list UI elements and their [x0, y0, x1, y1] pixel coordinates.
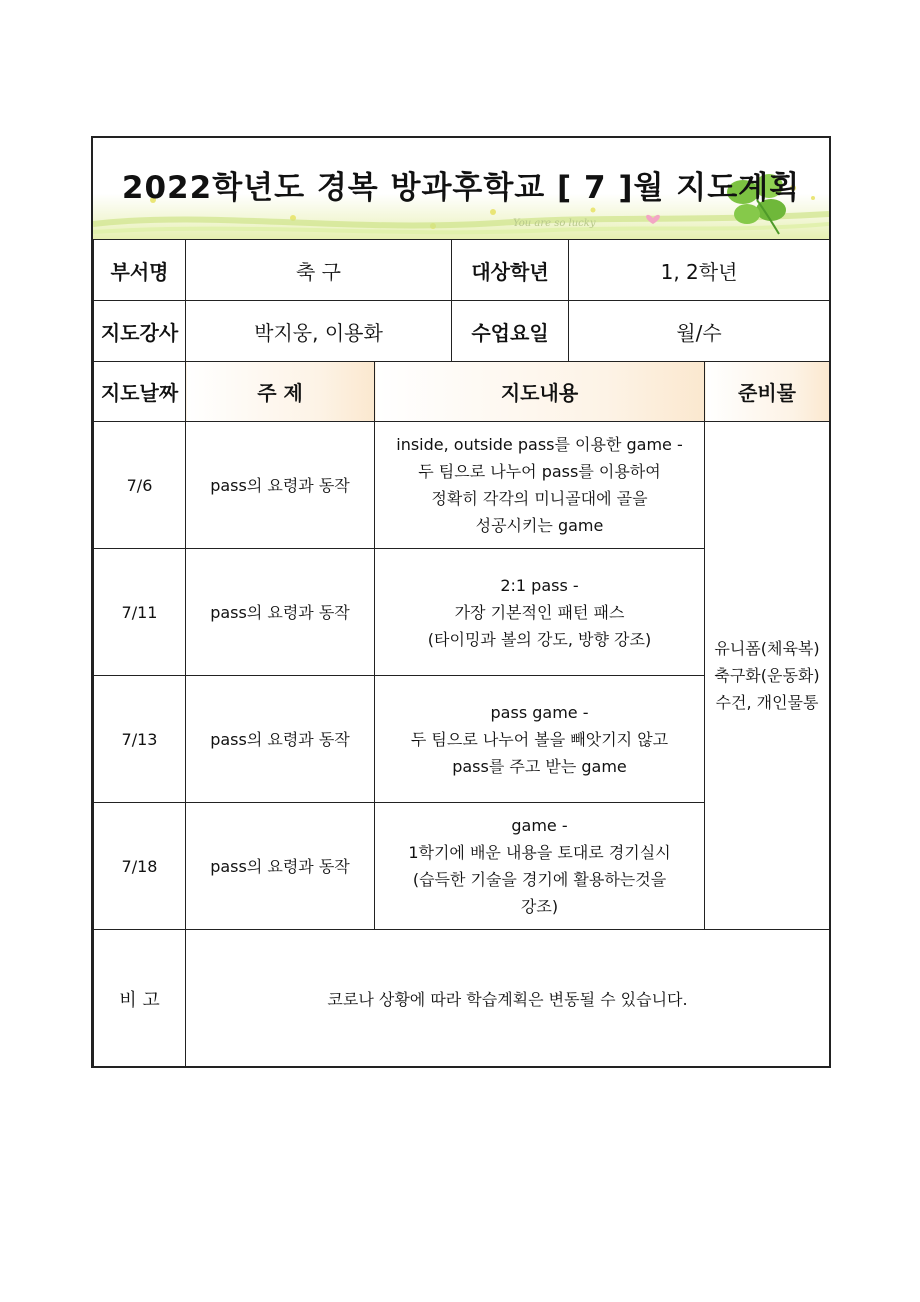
lesson-content	[375, 676, 705, 803]
instructor-value: 박지웅, 이용화	[186, 301, 452, 362]
day-value: 월/수	[569, 301, 830, 362]
content-line: pass를 주고 받는 game	[452, 756, 627, 776]
instructor-label: 지도강사	[94, 301, 186, 362]
lesson-topic: pass의 요령과 동작	[186, 676, 375, 803]
header-date: 지도날짜	[94, 362, 186, 422]
lesson-topic: pass의 요령과 동작	[186, 549, 375, 676]
remarks-text: 코로나 상황에 따라 학습계획은 변동될 수 있습니다.	[186, 930, 830, 1068]
info-row-instructor	[94, 301, 830, 362]
lesson-date: 7/11	[94, 549, 186, 676]
remarks-row	[94, 930, 830, 1068]
material-item: 유니폼(체육복)	[714, 639, 820, 658]
dept-value: 축 구	[186, 240, 452, 301]
content-line: 가장 기본적인 패턴 패스	[454, 602, 625, 622]
dept-label: 부서명	[94, 240, 186, 301]
day-label: 수업요일	[452, 301, 569, 362]
content-line: (습득한 기술을 경기에 활용하는것을	[412, 870, 667, 889]
grade-value: 1, 2학년	[569, 240, 830, 301]
content-line: inside, outside pass를 이용한 game -	[396, 435, 683, 454]
lesson-date: 7/18	[94, 803, 186, 930]
plan-document	[91, 136, 831, 1068]
content-line: game -	[511, 816, 568, 835]
lesson-topic: pass의 요령과 동작	[186, 422, 375, 549]
materials-cell	[705, 422, 830, 930]
header-topic: 주 제	[186, 362, 375, 422]
column-header-row	[94, 362, 830, 422]
content-line: 정확히 각각의 미니골대에 골을	[431, 489, 648, 508]
page-title: 2022학년도 경복 방과후학교 [ 7 ]월 지도계획	[121, 170, 801, 206]
plan-table	[93, 239, 830, 1068]
header-content: 지도내용	[375, 362, 705, 422]
material-item: 수건, 개인물통	[715, 693, 819, 712]
header-materials: 준비물	[705, 362, 830, 422]
lesson-date: 7/6	[94, 422, 186, 549]
material-item: 축구화(운동화)	[714, 666, 820, 685]
lesson-row	[94, 422, 830, 549]
content-line: 성공시키는 game	[475, 516, 604, 535]
lesson-date: 7/13	[94, 676, 186, 803]
content-line: 두 팀으로 나누어 pass를 이용하여	[418, 462, 661, 481]
content-line: (타이밍과 볼의 강도, 방향 강조)	[427, 629, 652, 649]
content-line: 1학기에 배운 내용을 토대로 경기실시	[408, 843, 671, 862]
title-banner	[93, 138, 829, 240]
remarks-label: 비 고	[94, 930, 186, 1068]
lesson-content	[375, 549, 705, 676]
content-line: 강조)	[520, 897, 559, 916]
content-line: 2:1 pass -	[500, 575, 579, 595]
watermark-text: You are so lucky	[513, 218, 596, 229]
info-row-dept	[94, 240, 830, 301]
lesson-topic: pass의 요령과 동작	[186, 803, 375, 930]
content-line: 두 팀으로 나누어 볼을 빼앗기지 않고	[410, 729, 669, 749]
content-line: pass game -	[490, 702, 589, 722]
lesson-content	[375, 422, 705, 549]
lesson-content	[375, 803, 705, 930]
grade-label: 대상학년	[452, 240, 569, 301]
